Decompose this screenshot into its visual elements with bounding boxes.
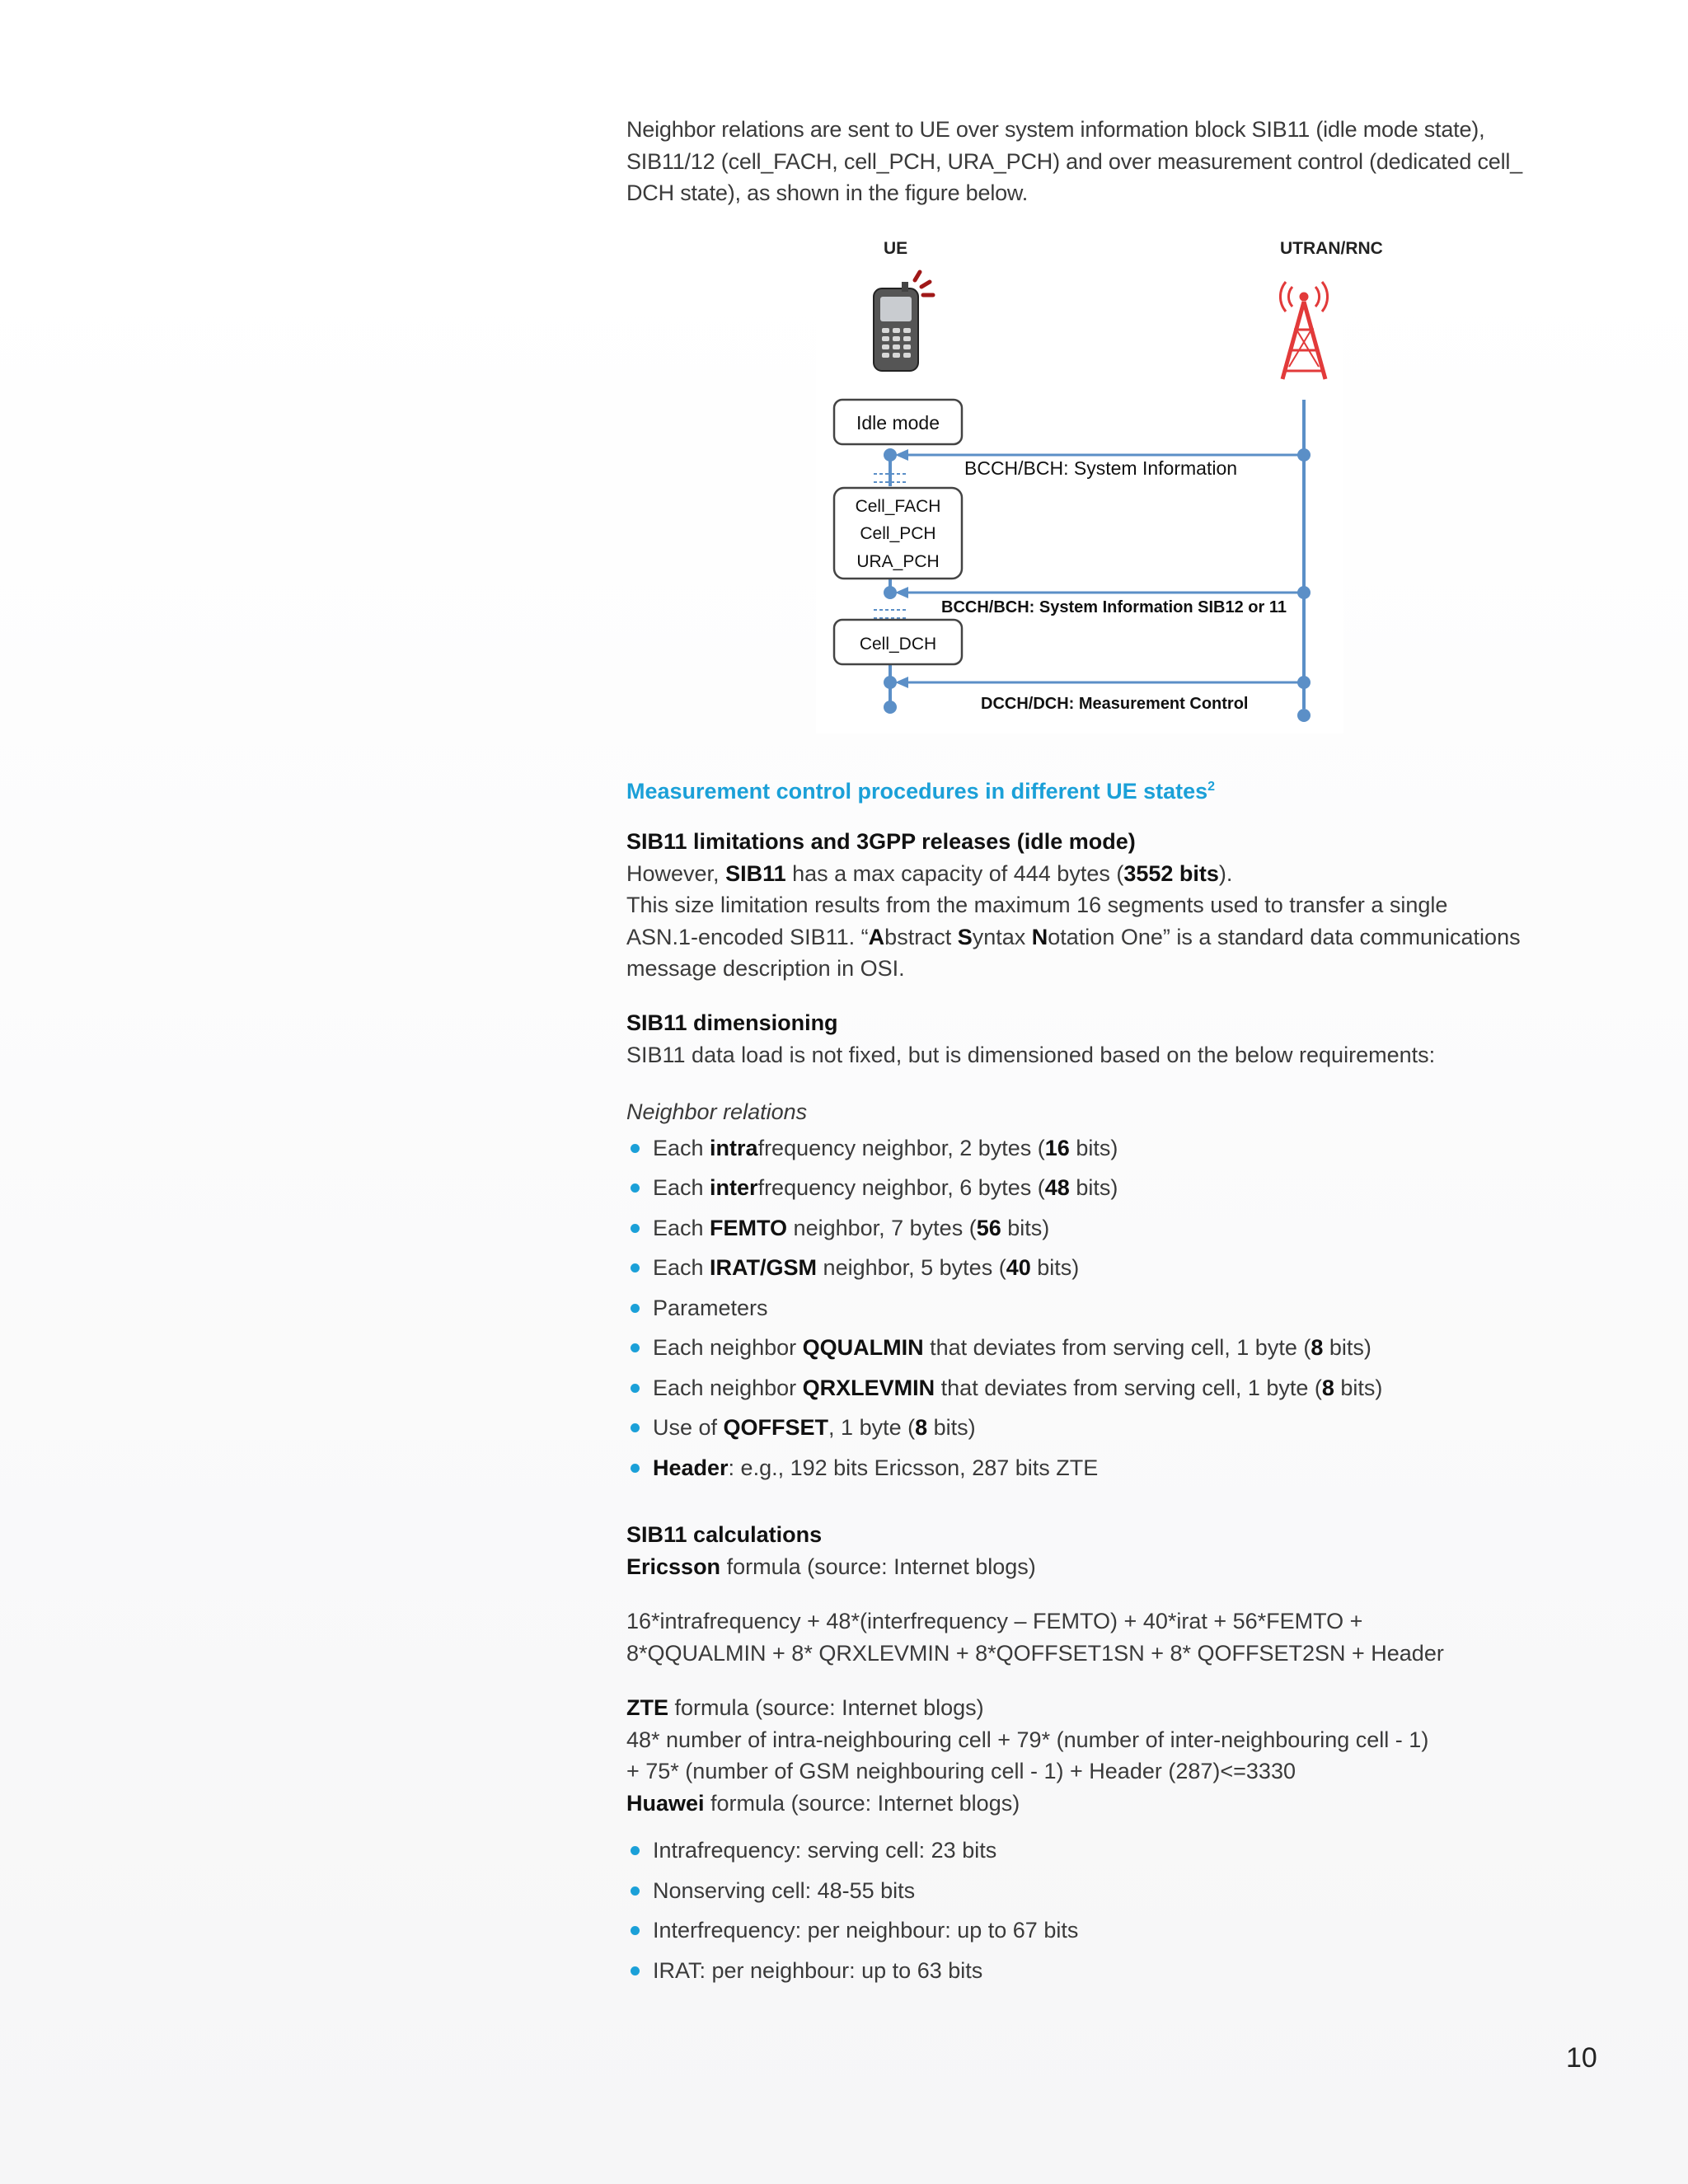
intro-paragraph bbox=[626, 114, 1566, 209]
neighbor-relations-label: Neighbor relations bbox=[626, 1099, 808, 1124]
huawei-item bbox=[626, 1830, 1566, 1871]
sib11-dimensioning-title: SIB11 dimensioning bbox=[626, 1010, 838, 1035]
section-heading-footnote: 2 bbox=[1207, 780, 1216, 794]
text-run: neighbor, 7 bytes ( bbox=[787, 1215, 977, 1240]
bullet-icon bbox=[631, 1224, 640, 1233]
state-idle-label: Idle mode bbox=[856, 412, 940, 434]
bullet-icon bbox=[631, 1263, 640, 1272]
text-run: Each bbox=[653, 1175, 710, 1200]
bullet-icon bbox=[631, 1966, 640, 1975]
text-run: frequency neighbor, 6 bytes ( bbox=[757, 1175, 1045, 1200]
text-run: bits) bbox=[1030, 1255, 1080, 1280]
zte-formula-label bbox=[626, 1692, 1566, 1724]
bold-run: S bbox=[957, 924, 973, 949]
text-run: that deviates from serving cell, 1 byte ( bbox=[935, 1375, 1322, 1400]
text-run: neighbor, 5 bytes ( bbox=[817, 1255, 1006, 1280]
sib11-dimensioning bbox=[626, 1007, 1566, 1071]
ericsson-formula-label bbox=[626, 1551, 1566, 1583]
text-run: Use of bbox=[653, 1415, 724, 1440]
text-run: frequency neighbor, 2 bytes ( bbox=[757, 1135, 1045, 1160]
sib11-limitations-line3 bbox=[626, 921, 1566, 954]
bold-run: 40 bbox=[1006, 1255, 1031, 1280]
ericsson-formula-line1: 16*intrafrequency + 48*(interfrequency – FEMTO) + 40*irat + 56*FEMTO + bbox=[626, 1609, 1363, 1633]
state-urapch-label: URA_PCH bbox=[856, 552, 940, 571]
huawei-item-text: Intrafrequency: serving cell: 23 bits bbox=[653, 1838, 997, 1863]
message-3-label: DCCH/DCH: Measurement Control bbox=[981, 695, 1249, 713]
text-run: Each bbox=[653, 1215, 710, 1240]
calculations-title: SIB11 calculations bbox=[626, 1522, 823, 1547]
sib11-calculations bbox=[626, 1519, 1566, 1990]
bold-run: QOFFSET bbox=[723, 1415, 829, 1440]
text-run: Each neighbor bbox=[653, 1335, 803, 1360]
neighbor-relation-item bbox=[626, 1288, 1566, 1329]
sib11-dimensioning-text: SIB11 data load is not fixed, but is dimensioned based on the below requirements: bbox=[626, 1042, 1436, 1067]
bullet-icon bbox=[631, 1464, 640, 1473]
bullet-icon bbox=[631, 1926, 640, 1935]
bold-run: IRAT/GSM bbox=[710, 1255, 818, 1280]
bullet-icon bbox=[631, 1886, 640, 1896]
text-run: that deviates from serving cell, 1 byte ( bbox=[923, 1335, 1311, 1360]
bold-run: FEMTO bbox=[710, 1215, 788, 1240]
text-run: formula (source: Internet blogs) bbox=[704, 1790, 1020, 1816]
text-run: formula (source: Internet blogs) bbox=[668, 1695, 984, 1720]
bold-run: Header bbox=[653, 1455, 729, 1480]
ericsson-formula-line2: 8*QQUALMIN + 8* QRXLEVMIN + 8*QOFFSET1SN + 8* QOFFSET2SN + Header bbox=[626, 1640, 1444, 1666]
ue-label: UE bbox=[884, 239, 908, 258]
bold-run: QQUALMIN bbox=[802, 1335, 924, 1360]
state-dch-label: Cell_DCH bbox=[859, 635, 937, 654]
bullet-icon bbox=[631, 1423, 640, 1432]
text-run: : e.g., 192 bits Ericsson, 287 bits ZTE bbox=[728, 1455, 1099, 1480]
sib11-limitations-title: SIB11 limitations and 3GPP releases (idle mode) bbox=[626, 829, 1136, 854]
bold-run: 16 bbox=[1044, 1135, 1070, 1160]
neighbor-relation-item bbox=[626, 1448, 1566, 1488]
huawei-item bbox=[626, 1951, 1566, 1991]
bold-run: A bbox=[868, 924, 885, 949]
text-run: , 1 byte ( bbox=[828, 1415, 916, 1440]
rnc-label: UTRAN/RNC bbox=[1280, 239, 1383, 258]
neighbor-relations bbox=[626, 1096, 1566, 1488]
neighbor-relation-item bbox=[626, 1208, 1566, 1249]
zte-formula-line2: + 75* (number of GSM neighbouring cell - 1) + Header (287)<=3330 bbox=[626, 1759, 1296, 1783]
text-run: bits) bbox=[1323, 1335, 1372, 1360]
text-run: Parameters bbox=[653, 1295, 768, 1320]
state-box-dch bbox=[834, 620, 962, 664]
page-number: 10 bbox=[1566, 2042, 1597, 2074]
neighbor-relation-item bbox=[626, 1128, 1566, 1169]
text-run: yntax bbox=[972, 924, 1032, 949]
text-run: bstract bbox=[884, 924, 958, 949]
message-1-label: BCCH/BCH: System Information bbox=[964, 457, 1238, 479]
intro-text: Neighbor relations are sent to UE over system information block SIB11 (idle mode state), SIB11/12 (cell_FACH, cell_PCH, URA_PCH) and over measurement control (dedicated cell_ DCH state), as shown in the figure below. bbox=[626, 117, 1522, 205]
text-run: bits) bbox=[1001, 1215, 1050, 1240]
text-run: has a max capacity of 444 bytes ( bbox=[785, 860, 1124, 886]
neighbor-relation-item bbox=[626, 1368, 1566, 1408]
neighbor-relation-item bbox=[626, 1408, 1566, 1448]
sib11-limitations-line1 bbox=[626, 858, 1566, 890]
bullet-icon bbox=[631, 1183, 640, 1193]
huawei-item bbox=[626, 1910, 1566, 1951]
bullet-icon bbox=[631, 1384, 640, 1393]
bold-run: inter bbox=[710, 1175, 758, 1200]
huawei-item-text: Interfrequency: per neighbour: up to 67 bits bbox=[653, 1918, 1079, 1943]
bold-run: 48 bbox=[1044, 1175, 1070, 1200]
huawei-item-text: IRAT: per neighbour: up to 63 bits bbox=[653, 1957, 983, 1983]
neighbor-relations-list bbox=[626, 1128, 1566, 1488]
bullet-icon bbox=[631, 1343, 640, 1352]
text-run: ). bbox=[1218, 860, 1233, 886]
text-run: ASN.1-encoded SIB11. “ bbox=[626, 924, 869, 949]
ue-state-diagram bbox=[816, 223, 1383, 733]
bold-run: intra bbox=[710, 1135, 758, 1160]
huawei-item bbox=[626, 1871, 1566, 1911]
text-run: Each neighbor bbox=[653, 1375, 803, 1400]
bullet-icon bbox=[631, 1304, 640, 1313]
neighbor-relation-item bbox=[626, 1248, 1566, 1288]
sib11-limitations bbox=[626, 826, 1566, 985]
bold-run: 8 bbox=[1311, 1335, 1324, 1360]
bullet-icon bbox=[631, 1144, 640, 1153]
bold-run: 8 bbox=[1321, 1375, 1334, 1400]
bold-run: QRXLEVMIN bbox=[802, 1375, 935, 1400]
section-heading-text: Measurement control procedures in different UE states bbox=[626, 779, 1208, 804]
zte-formula-line1: 48* number of intra-neighbouring cell + 79* (number of inter-neighbouring cell - 1) bbox=[626, 1727, 1429, 1752]
bold-run: Ericsson bbox=[626, 1554, 721, 1579]
bold-run: 8 bbox=[915, 1415, 928, 1440]
huawei-list bbox=[626, 1830, 1566, 1990]
huawei-item-text: Nonserving cell: 48-55 bits bbox=[653, 1877, 916, 1903]
text-run: bits) bbox=[1069, 1135, 1118, 1160]
bold-run: Huawei bbox=[626, 1790, 705, 1816]
text-run: formula (source: Internet blogs) bbox=[720, 1554, 1036, 1579]
message-2-label: BCCH/BCH: System Information SIB12 or 11 bbox=[941, 598, 1287, 616]
section-heading-block bbox=[626, 779, 1566, 804]
text-run: bits) bbox=[1334, 1375, 1383, 1400]
text-run: bits) bbox=[927, 1415, 976, 1440]
huawei-formula-label bbox=[626, 1788, 1566, 1820]
text-run: bits) bbox=[1069, 1175, 1118, 1200]
neighbor-relation-item bbox=[626, 1168, 1566, 1208]
text-run: Each bbox=[653, 1135, 710, 1160]
bullet-icon bbox=[631, 1846, 640, 1855]
bold-run: 3552 bits bbox=[1123, 860, 1219, 886]
text-run: Each bbox=[653, 1255, 710, 1280]
state-pch-label: Cell_PCH bbox=[860, 524, 936, 543]
state-box-idle bbox=[834, 400, 962, 444]
bold-run: 56 bbox=[976, 1215, 1001, 1240]
bold-run: ZTE bbox=[626, 1695, 668, 1720]
bold-run: N bbox=[1031, 924, 1048, 949]
text-run: However, bbox=[626, 860, 726, 886]
state-fach-label: Cell_FACH bbox=[855, 497, 941, 516]
text-run: otation One” is a standard data communications bbox=[1048, 924, 1521, 949]
state-box-fach bbox=[834, 488, 962, 579]
bold-run: SIB11 bbox=[725, 860, 786, 886]
section-heading bbox=[626, 779, 1566, 804]
sib11-limitations-line4: message description in OSI. bbox=[626, 956, 905, 981]
sib11-limitations-line2: This size limitation results from the maximum 16 segments used to transfer a single bbox=[626, 893, 1448, 917]
neighbor-relation-item bbox=[626, 1328, 1566, 1368]
